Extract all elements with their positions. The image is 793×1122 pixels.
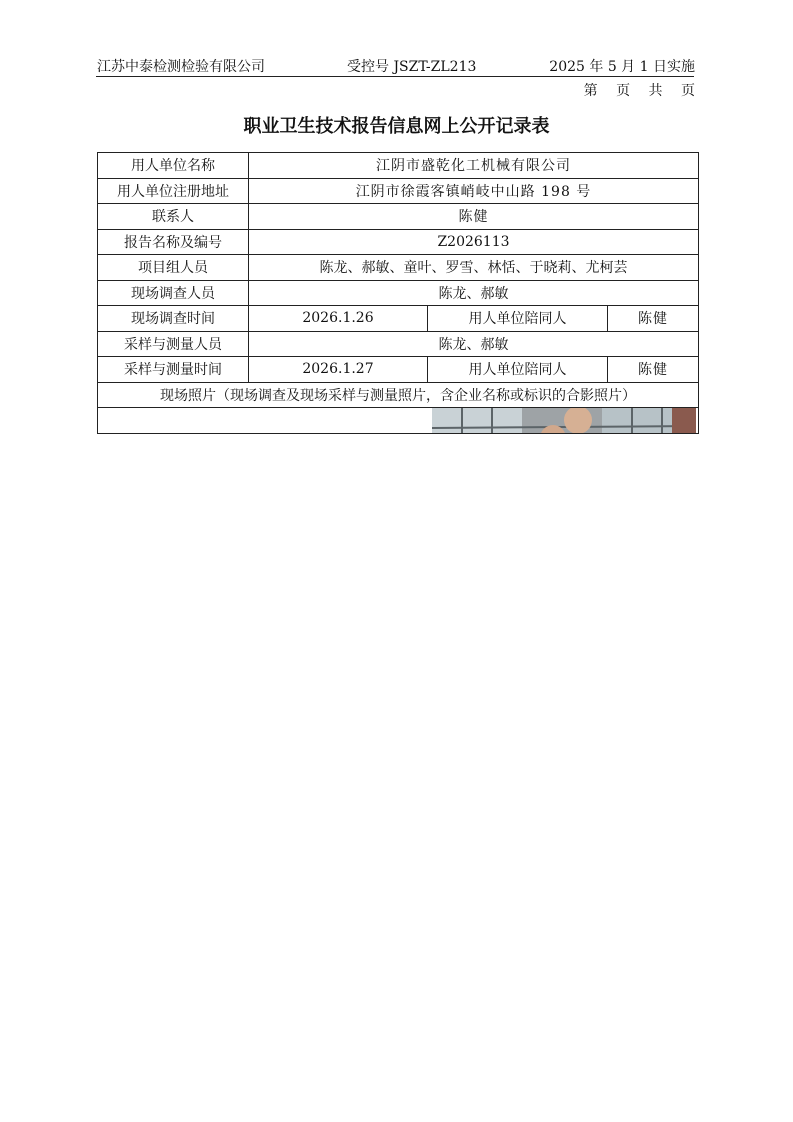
row-photos-heading	[98, 382, 699, 408]
label-survey-companion: 用人单位陪同人	[428, 306, 608, 332]
value-team: 陈龙、郝敏、童叶、罗雪、林恬、于晓莉、尤柯芸	[249, 255, 699, 281]
row-contact	[98, 204, 699, 230]
record-table	[97, 152, 699, 434]
label-survey-time: 现场调查时间	[98, 306, 249, 332]
label-report: 报告名称及编号	[98, 229, 249, 255]
value-sampling-companion: 陈健	[608, 357, 699, 383]
value-sampling-staff: 陈龙、郝敏	[249, 331, 699, 357]
row-team	[98, 255, 699, 281]
label-sampling-companion: 用人单位陪同人	[428, 357, 608, 383]
value-unit-address: 江阴市徐霞客镇峭岐中山路 198 号	[249, 178, 699, 204]
header-rule	[96, 76, 694, 77]
value-survey-staff: 陈龙、郝敏	[249, 280, 699, 306]
header-effective-date: 2025 年 5 月 1 日实施	[549, 59, 695, 75]
value-survey-companion: 陈健	[608, 306, 699, 332]
label-survey-staff: 现场调查人员	[98, 280, 249, 306]
value-report: Z2026113	[249, 229, 699, 255]
row-photos	[98, 408, 699, 434]
label-sampling-staff: 采样与测量人员	[98, 331, 249, 357]
row-sampling-time	[98, 357, 699, 383]
row-report	[98, 229, 699, 255]
photos-heading: 现场照片（现场调查及现场采样与测量照片，含企业名称或标识的合影照片）	[98, 382, 699, 408]
row-unit-address	[98, 178, 699, 204]
photos-cell	[98, 408, 699, 434]
value-unit-name: 江阴市盛乾化工机械有限公司	[249, 153, 699, 179]
value-survey-time: 2026.1.26	[249, 306, 428, 332]
row-survey-time	[98, 306, 699, 332]
page-number: 第 页 共 页	[583, 83, 695, 99]
label-unit-name: 用人单位名称	[98, 153, 249, 179]
header-control-number: 受控号 JSZT-ZL213	[347, 59, 477, 75]
row-unit-name	[98, 153, 699, 179]
page-title: 职业卫生技术报告信息网上公开记录表	[243, 116, 550, 137]
label-contact: 联系人	[98, 204, 249, 230]
row-sampling-staff	[98, 331, 699, 357]
value-contact: 陈健	[249, 204, 699, 230]
header-company: 江苏中泰检测检验有限公司	[97, 59, 265, 75]
label-unit-address: 用人单位注册地址	[98, 178, 249, 204]
label-team: 项目组人员	[98, 255, 249, 281]
row-survey-staff	[98, 280, 699, 306]
value-sampling-time: 2026.1.27	[249, 357, 428, 383]
site-survey-photo	[432, 408, 696, 433]
label-sampling-time: 采样与测量时间	[98, 357, 249, 383]
